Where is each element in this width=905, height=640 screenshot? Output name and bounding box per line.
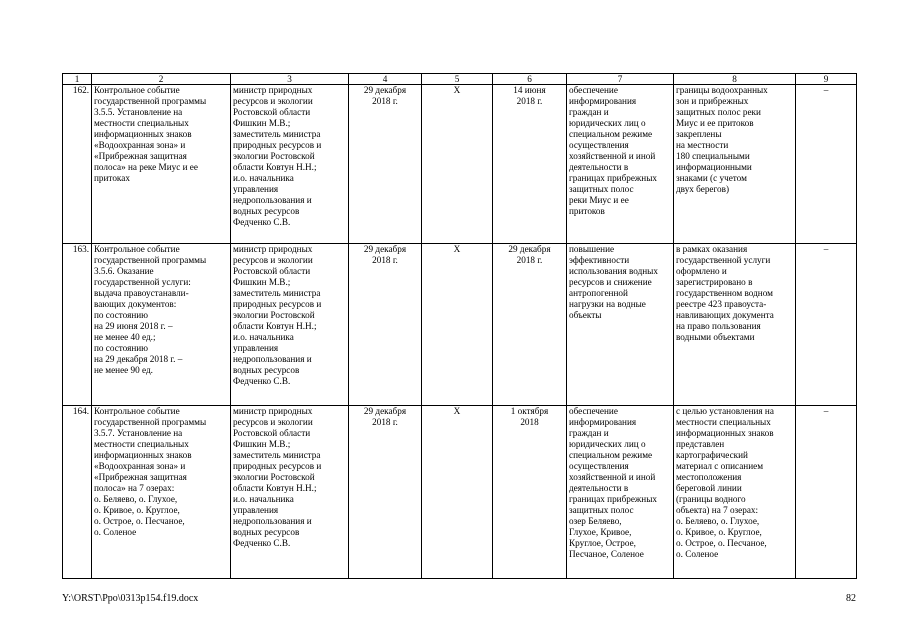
responsible-cell-line: управления	[233, 184, 279, 194]
row-number: 163.	[63, 244, 92, 406]
event-cell-line: государственной услуги:	[94, 277, 191, 287]
responsible-cell-line: природных ресурсов и	[233, 461, 322, 471]
planned-date-cell	[349, 85, 422, 244]
event-cell	[92, 406, 231, 579]
responsible-cell-line: экологии Ростовской	[233, 472, 315, 482]
responsible-cell-line: и.о. начальника	[233, 332, 294, 342]
result-cell-line: юридических лиц о	[569, 118, 646, 128]
header-cell: 5	[422, 74, 493, 85]
responsible-cell-line: и.о. начальника	[233, 494, 294, 504]
note-cell-line: защитных полос реки	[676, 107, 761, 117]
planned-date-cell-line: 2018 г.	[372, 96, 398, 106]
note-cell	[674, 406, 796, 579]
result-cell-line: Песчаное, Соленое	[569, 549, 644, 559]
note-cell-line: о. Кривое, о. Круглое,	[676, 527, 762, 537]
note-cell-line: зарегистрировано в	[676, 277, 753, 287]
file-path: Y:\ORST\Ppo\0313p154.f19.docx	[62, 593, 199, 604]
responsible-cell-line: природных ресурсов и	[233, 140, 322, 150]
actual-date-cell-line: 29 декабря	[508, 244, 551, 254]
planned-date-cell	[349, 244, 422, 406]
header-row	[63, 74, 857, 85]
event-cell-line: местности специальных	[94, 439, 189, 449]
header-cell: 7	[567, 74, 674, 85]
note-cell-line: государственной услуги	[676, 255, 771, 265]
note-cell-line: на право пользования	[676, 321, 761, 331]
note-cell-line: местности специальных	[676, 417, 771, 427]
planned-date-cell-line: 29 декабря	[363, 244, 407, 254]
event-cell-line: Контрольное событие	[94, 244, 180, 254]
note-cell-line: знаками (с учетом	[676, 173, 747, 183]
header-cell: 2	[92, 74, 231, 85]
responsible-cell	[231, 244, 349, 406]
planned-date-cell-line: 2018 г.	[372, 255, 398, 265]
event-cell-line: 3.5.7. Установление на	[94, 428, 183, 438]
result-cell-line: обеспечение	[569, 406, 618, 416]
header-cell: 9	[796, 74, 857, 85]
note-cell-line: информационных знаков	[676, 428, 774, 438]
header-cell: 3	[231, 74, 349, 85]
note-cell-line: на местности	[676, 140, 729, 150]
result-cell-line: информирования	[569, 96, 637, 106]
responsible-cell-line: Фишкин М.В.;	[233, 277, 291, 287]
result-cell-line: граждан и	[569, 107, 609, 117]
event-cell-line: Контрольное событие	[94, 406, 180, 416]
responsible-cell	[231, 406, 349, 579]
responsible-cell-line: экологии Ростовской	[233, 151, 315, 161]
event-cell-line: выдача правоустанавли-	[94, 288, 189, 298]
result-cell-line: нагрузки на водные	[569, 299, 646, 309]
responsible-cell-line: области Ковтун Н.Н.;	[233, 162, 317, 172]
result-cell-line: деятельности в	[569, 162, 629, 172]
result-cell-line: хозяйственной и иной	[569, 151, 656, 161]
note-cell-line: о. Острое, о. Песчаное,	[676, 538, 767, 548]
note-cell-line: закреплены	[676, 129, 722, 139]
note-cell-line: информационными	[676, 162, 752, 172]
responsible-cell-line: области Ковтун Н.Н.;	[233, 321, 317, 331]
result-cell	[567, 244, 674, 406]
responsible-cell-line: природных ресурсов и	[233, 299, 322, 309]
actual-date-cell-line: 1 октября	[510, 406, 549, 416]
result-cell	[567, 85, 674, 244]
note-cell-line: водными объектами	[676, 332, 755, 342]
result-cell-line: деятельности в	[569, 483, 629, 493]
event-cell-line: местности специальных	[94, 118, 189, 128]
event-cell-line: о. Соленое	[94, 527, 137, 537]
event-cell-line: 3.5.5. Установление на	[94, 107, 183, 117]
column-9-cell: –	[796, 244, 857, 406]
responsible-cell-line: недропользования и	[233, 195, 312, 205]
result-cell-line: границах прибрежных	[569, 173, 657, 183]
event-cell-line: государственной программы	[94, 417, 207, 427]
planned-date-cell-line: 29 декабря	[363, 85, 407, 95]
responsible-cell-line: Фишкин М.В.;	[233, 439, 291, 449]
table-row	[63, 244, 857, 406]
result-cell	[567, 406, 674, 579]
result-cell-line: эффективности	[569, 255, 630, 265]
responsible-cell-line: водных ресурсов	[233, 365, 300, 375]
note-cell-line: (границы водного	[676, 494, 746, 504]
result-cell-line: юридических лиц о	[569, 439, 646, 449]
result-cell-line: повышение	[569, 244, 615, 254]
result-cell-line: антропогенной	[569, 288, 628, 298]
responsible-cell-line: заместитель министра	[233, 129, 321, 139]
result-cell-line: использования водных	[569, 266, 658, 276]
event-cell-line: по состоянию	[94, 310, 149, 320]
actual-date-cell	[493, 406, 567, 579]
event-cell-line: не менее 40 ед.;	[94, 332, 156, 342]
responsible-cell-line: водных ресурсов	[233, 206, 300, 216]
event-cell-line: «Прибрежная защитная	[94, 151, 187, 161]
note-cell-line: двух берегов)	[676, 184, 730, 194]
event-cell	[92, 244, 231, 406]
planned-date-cell	[349, 406, 422, 579]
responsible-cell-line: Ростовской области	[233, 266, 311, 276]
document-table	[62, 73, 857, 579]
result-cell-line: защитных полос	[569, 184, 634, 194]
note-cell-line: местоположения	[676, 472, 742, 482]
responsible-cell-line: экологии Ростовской	[233, 310, 315, 320]
event-cell-line: по состоянию	[94, 343, 149, 353]
responsible-cell-line: управления	[233, 505, 279, 515]
responsible-cell-line: и.о. начальника	[233, 173, 294, 183]
responsible-cell-line: области Ковтун Н.Н.;	[233, 483, 317, 493]
note-cell-line: навливающих документа	[676, 310, 774, 320]
event-cell-line: не менее 90 ед.	[94, 365, 153, 375]
note-cell-line: объекта) на 7 озерах:	[676, 505, 759, 515]
page-number: 82	[846, 593, 856, 604]
event-cell-line: государственной программы	[94, 255, 207, 265]
result-cell-line: ресурсов и снижение	[569, 277, 652, 287]
note-cell-line: зон и прибрежных	[676, 96, 749, 106]
note-cell-line: реестре 423 правоуста-	[676, 299, 767, 309]
responsible-cell-line: Фишкин М.В.;	[233, 118, 291, 128]
actual-date-cell-line: 2018 г.	[516, 96, 543, 106]
note-cell-line: государственном водном	[676, 288, 773, 298]
planned-date-cell-line: 29 декабря	[363, 406, 407, 416]
responsible-cell-line: Ростовской области	[233, 428, 311, 438]
actual-date-cell-line: 14 июня	[513, 85, 546, 95]
result-cell-line: информирования	[569, 417, 637, 427]
result-cell-line: специальном режиме	[569, 129, 653, 139]
responsible-cell-line: недропользования и	[233, 516, 312, 526]
result-cell-line: защитных полос	[569, 505, 634, 515]
result-cell-line: реки Миус и ее	[569, 195, 629, 205]
responsible-cell-line: водных ресурсов	[233, 527, 300, 537]
event-cell-line: «Водоохранная зона» и	[94, 140, 186, 150]
event-cell-line: полоса» на реке Миус и ее	[94, 162, 198, 172]
note-cell-line: 180 специальными	[676, 151, 750, 161]
responsible-cell-line: ресурсов и экологии	[233, 417, 313, 427]
event-cell-line: информационных знаков	[94, 450, 192, 460]
note-cell-line: береговой линии	[676, 483, 742, 493]
event-cell-line: «Прибрежная защитная	[94, 472, 187, 482]
responsible-cell-line: министр природных	[233, 85, 313, 95]
note-cell-line: о. Беляево, о. Глухое,	[676, 516, 760, 526]
actual-date-cell	[493, 244, 567, 406]
table-body	[63, 85, 857, 579]
table-row	[63, 406, 857, 579]
responsible-cell-line: заместитель министра	[233, 450, 321, 460]
column-5-cell: Х	[422, 244, 493, 406]
actual-date-cell-line: 2018 г.	[516, 255, 543, 265]
note-cell-line: с целью установления на	[676, 406, 774, 416]
event-cell-line: «Водоохранная зона» и	[94, 461, 186, 471]
event-cell-line: на 29 июня 2018 г. –	[94, 321, 173, 331]
responsible-cell-line: Федченко С.В.	[233, 217, 291, 227]
event-cell-line: о. Острое, о. Песчаное,	[94, 516, 185, 526]
result-cell-line: Глухое, Кривое,	[569, 527, 632, 537]
note-cell-line: Миус и ее притоков	[676, 118, 754, 128]
row-number: 162.	[63, 85, 92, 244]
event-cell-line: о. Беляево, о. Глухое,	[94, 494, 178, 504]
responsible-cell-line: недропользования и	[233, 354, 312, 364]
column-5-cell: Х	[422, 406, 493, 579]
event-cell	[92, 85, 231, 244]
event-cell-line: вающих документов:	[94, 299, 177, 309]
note-cell-line: в рамках оказания	[676, 244, 748, 254]
note-cell-line: о. Соленое	[676, 549, 719, 559]
event-cell-line: на 29 декабря 2018 г. –	[94, 354, 183, 364]
result-cell-line: озер Беляево,	[569, 516, 622, 526]
header-cell: 4	[349, 74, 422, 85]
event-cell-line: Контрольное событие	[94, 85, 180, 95]
event-cell-line: государственной программы	[94, 96, 207, 106]
actual-date-cell-line: 2018	[520, 417, 539, 427]
note-cell-line: границы водоохранных	[676, 85, 768, 95]
row-number: 164.	[63, 406, 92, 579]
responsible-cell-line: министр природных	[233, 406, 313, 416]
note-cell-line: представлен	[676, 439, 725, 449]
event-cell-line: 3.5.6. Оказание	[94, 266, 154, 276]
event-cell-line: притоках	[94, 173, 130, 183]
planned-date-cell-line: 2018 г.	[372, 417, 398, 427]
responsible-cell-line: управления	[233, 343, 279, 353]
responsible-cell-line: ресурсов и экологии	[233, 96, 313, 106]
note-cell	[674, 85, 796, 244]
responsible-cell-line: министр природных	[233, 244, 313, 254]
result-cell-line: осуществления	[569, 461, 629, 471]
responsible-cell-line: заместитель министра	[233, 288, 321, 298]
header-cell: 1	[63, 74, 92, 85]
responsible-cell	[231, 85, 349, 244]
responsible-cell-line: Федченко С.В.	[233, 376, 291, 386]
column-9-cell: –	[796, 85, 857, 244]
responsible-cell-line: Ростовской области	[233, 107, 311, 117]
note-cell-line: оформлено и	[676, 266, 727, 276]
responsible-cell-line: ресурсов и экологии	[233, 255, 313, 265]
event-cell-line: полоса» на 7 озерах:	[94, 483, 175, 493]
note-cell-line: картографический	[676, 450, 748, 460]
note-cell-line: материал с описанием	[676, 461, 764, 471]
result-cell-line: граждан и	[569, 428, 609, 438]
result-cell-line: хозяйственной и иной	[569, 472, 656, 482]
header-cell: 6	[493, 74, 567, 85]
column-5-cell: Х	[422, 85, 493, 244]
note-cell	[674, 244, 796, 406]
event-cell-line: о. Кривое, о. Круглое,	[94, 505, 180, 515]
header-cell: 8	[674, 74, 796, 85]
column-9-cell: –	[796, 406, 857, 579]
result-cell-line: обеспечение	[569, 85, 618, 95]
event-cell-line: информационных знаков	[94, 129, 192, 139]
result-cell-line: специальном режиме	[569, 450, 653, 460]
table-row	[63, 85, 857, 244]
result-cell-line: границах прибрежных	[569, 494, 657, 504]
result-cell-line: осуществления	[569, 140, 629, 150]
result-cell-line: объекты	[569, 310, 602, 320]
result-cell-line: Круглое, Острое,	[569, 538, 636, 548]
responsible-cell-line: Федченко С.В.	[233, 538, 291, 548]
actual-date-cell	[493, 85, 567, 244]
result-cell-line: притоков	[569, 206, 605, 216]
